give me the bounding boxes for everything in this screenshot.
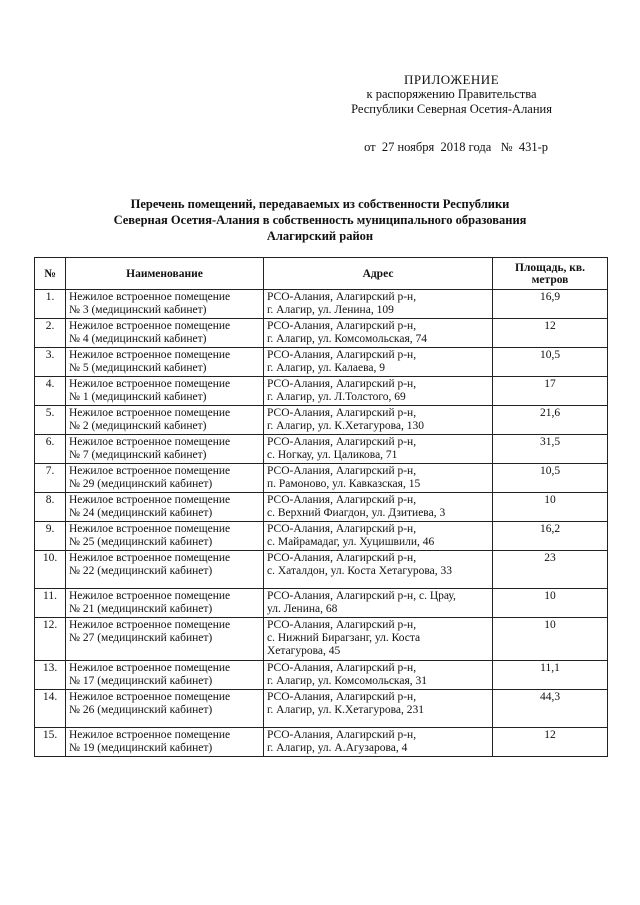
cell-name-text: Нежилое встроенное помещение: [69, 590, 231, 602]
cell-name-text: № 2 (медицинский кабинет): [69, 420, 207, 432]
cell-number-text: 4.: [45, 378, 55, 390]
cell-number-text: 13.: [42, 662, 58, 674]
cell-name-text: Нежилое встроенное помещение: [69, 619, 231, 631]
cell-area-text: 23: [544, 552, 556, 564]
cell-area-text: 12: [544, 729, 556, 741]
table-header-row: [35, 258, 608, 290]
cell-name-text: № 22 (медицинский кабинет): [69, 565, 213, 577]
cell-address-text: РСО-Алания, Алагирский р-н,: [267, 407, 417, 419]
cell-name: [66, 728, 264, 757]
cell-name: [66, 522, 264, 551]
cell-number-text: 3.: [45, 349, 55, 361]
cell-number-text: 15.: [42, 729, 58, 741]
cell-area: [493, 348, 608, 377]
appendix-heading: ПРИЛОЖЕНИЕ: [403, 72, 500, 87]
cell-address: [264, 522, 493, 551]
document-title: [60, 196, 580, 244]
cell-number: [35, 435, 66, 464]
cell-name-text: № 4 (медицинский кабинет): [69, 333, 207, 345]
cell-address-text: г. Алагир, ул. К.Хетагурова, 231: [267, 704, 424, 716]
cell-address-text: РСО-Алания, Алагирский р-н,: [267, 378, 417, 390]
cell-address-text: ул. Ленина, 68: [267, 603, 338, 615]
cell-area: [493, 464, 608, 493]
cell-name: [66, 661, 264, 690]
cell-name-text: Нежилое встроенное помещение: [69, 691, 231, 703]
appendix-line-1: к распоряжению Правительства: [366, 87, 537, 101]
cell-address: [264, 348, 493, 377]
cell-address-text: с. Майрамадаг, ул. Хуцишвили, 46: [267, 536, 435, 548]
table-row: [35, 377, 608, 406]
cell-name-text: Нежилое встроенное помещение: [69, 436, 231, 448]
table-row: [35, 435, 608, 464]
header-name: Наименование: [66, 258, 264, 290]
cell-number: [35, 690, 66, 728]
cell-address-text: с. Ногкау, ул. Цаликова, 71: [267, 449, 398, 461]
cell-address: [264, 661, 493, 690]
cell-address: [264, 319, 493, 348]
cell-name-text: Нежилое встроенное помещение: [69, 349, 231, 361]
header-number: №: [35, 258, 66, 290]
cell-address-text: п. Рамоново, ул. Кавказская, 15: [267, 478, 421, 490]
cell-area-text: 10: [544, 590, 556, 602]
title-line-1: Перечень помещений, передаваемых из собственности Республики: [130, 197, 510, 211]
cell-number: [35, 377, 66, 406]
cell-address-text: РСО-Алания, Алагирский р-н,: [267, 436, 417, 448]
header-area: Площадь, кв. метров: [493, 258, 608, 290]
cell-address-text: РСО-Алания, Алагирский р-н,: [267, 552, 417, 564]
table-row: [35, 589, 608, 618]
cell-address-text: Хетагурова, 45: [267, 645, 341, 657]
cell-address-text: РСО-Алания, Алагирский р-н,: [267, 465, 417, 477]
cell-area: [493, 319, 608, 348]
cell-name-text: № 26 (медицинский кабинет): [69, 704, 213, 716]
cell-name-text: № 29 (медицинский кабинет): [69, 478, 213, 490]
cell-area: [493, 290, 608, 319]
cell-name-text: Нежилое встроенное помещение: [69, 291, 231, 303]
cell-number: [35, 348, 66, 377]
cell-address-text: РСО-Алания, Алагирский р-н,: [267, 523, 417, 535]
title-line-2: Северная Осетия-Алания в собственность муниципального образования: [113, 213, 527, 227]
cell-name-text: Нежилое встроенное помещение: [69, 552, 231, 564]
cell-address-text: РСО-Алания, Алагирский р-н,: [267, 619, 417, 631]
cell-area-text: 10: [544, 494, 556, 506]
cell-name-text: № 5 (медицинский кабинет): [69, 362, 207, 374]
cell-name: [66, 493, 264, 522]
cell-area: [493, 551, 608, 589]
cell-name: [66, 377, 264, 406]
cell-address-text: РСО-Алания, Алагирский р-н, с. Црау,: [267, 590, 456, 602]
cell-area-text: 10: [544, 619, 556, 631]
cell-name: [66, 290, 264, 319]
table-row: [35, 348, 608, 377]
cell-area: [493, 406, 608, 435]
cell-address-text: РСО-Алания, Алагирский р-н,: [267, 291, 417, 303]
cell-address-text: г. Алагир, ул. К.Хетагурова, 130: [267, 420, 424, 432]
cell-name: [66, 319, 264, 348]
cell-name-text: № 24 (медицинский кабинет): [69, 507, 213, 519]
cell-area: [493, 728, 608, 757]
cell-number: [35, 728, 66, 757]
cell-address: [264, 589, 493, 618]
cell-address-text: РСО-Алания, Алагирский р-н,: [267, 662, 417, 674]
table-row: [35, 618, 608, 661]
cell-name: [66, 435, 264, 464]
cell-address-text: г. Алагир, ул. Ленина, 109: [267, 304, 394, 316]
cell-name-text: № 19 (медицинский кабинет): [69, 742, 213, 754]
cell-name: [66, 589, 264, 618]
appendix-header: [351, 72, 552, 117]
cell-area: [493, 377, 608, 406]
cell-address-text: РСО-Алания, Алагирский р-н,: [267, 320, 417, 332]
cell-area: [493, 661, 608, 690]
cell-number-text: 6.: [45, 436, 55, 448]
premises-table: [34, 257, 608, 757]
cell-area-text: 21,6: [539, 407, 561, 419]
cell-address-text: РСО-Алания, Алагирский р-н,: [267, 691, 417, 703]
cell-address: [264, 290, 493, 319]
cell-name-text: № 27 (медицинский кабинет): [69, 632, 213, 644]
cell-name-text: № 17 (медицинский кабинет): [69, 675, 213, 687]
cell-address: [264, 406, 493, 435]
cell-address-text: РСО-Алания, Алагирский р-н,: [267, 729, 417, 741]
cell-address-text: с. Хаталдон, ул. Коста Хетагурова, 33: [267, 565, 452, 577]
cell-area: [493, 493, 608, 522]
appendix-line-2: Республики Северная Осетия-Алания: [351, 102, 552, 116]
table-row: [35, 551, 608, 589]
cell-area: [493, 618, 608, 661]
cell-name-text: № 7 (медицинский кабинет): [69, 449, 207, 461]
cell-area-text: 10,5: [539, 349, 561, 361]
cell-number: [35, 464, 66, 493]
cell-address: [264, 690, 493, 728]
cell-area: [493, 589, 608, 618]
cell-address: [264, 618, 493, 661]
cell-name-text: № 1 (медицинский кабинет): [69, 391, 207, 403]
cell-name: [66, 464, 264, 493]
cell-name-text: Нежилое встроенное помещение: [69, 407, 231, 419]
cell-area-text: 16,9: [539, 291, 561, 303]
cell-number-text: 12.: [42, 619, 58, 631]
cell-name: [66, 348, 264, 377]
cell-area-text: 11,1: [540, 662, 560, 674]
cell-name-text: № 25 (медицинский кабинет): [69, 536, 213, 548]
cell-name-text: Нежилое встроенное помещение: [69, 523, 231, 535]
cell-area-text: 12: [544, 320, 556, 332]
cell-number: [35, 406, 66, 435]
cell-area-text: 10,5: [539, 465, 561, 477]
cell-number-text: 10.: [42, 552, 58, 564]
title-line-3: Алагирский район: [266, 229, 374, 243]
cell-number-text: 8.: [45, 494, 55, 506]
table-row: [35, 493, 608, 522]
cell-address-text: г. Алагир, ул. Калаева, 9: [267, 362, 385, 374]
cell-number-text: 9.: [45, 523, 55, 535]
cell-address-text: с. Верхний Фиагдон, ул. Дзитиева, 3: [267, 507, 446, 519]
cell-number: [35, 319, 66, 348]
cell-area-text: 31,5: [539, 436, 561, 448]
cell-name: [66, 406, 264, 435]
cell-address-text: с. Нижний Бирагзанг, ул. Коста: [267, 632, 421, 644]
cell-number-text: 1.: [45, 291, 55, 303]
cell-name-text: Нежилое встроенное помещение: [69, 320, 231, 332]
cell-number: [35, 618, 66, 661]
header-address: Адрес: [264, 258, 493, 290]
cell-address: [264, 551, 493, 589]
cell-number: [35, 290, 66, 319]
cell-number-text: 11.: [43, 590, 57, 602]
table-row: [35, 290, 608, 319]
cell-number: [35, 493, 66, 522]
cell-address-text: РСО-Алания, Алагирский р-н,: [267, 349, 417, 361]
cell-address-text: РСО-Алания, Алагирский р-н,: [267, 494, 417, 506]
cell-number: [35, 522, 66, 551]
cell-area-text: 44,3: [539, 691, 561, 703]
cell-address-text: г. Алагир, ул. Л.Толстого, 69: [267, 391, 406, 403]
table-row: [35, 319, 608, 348]
cell-name-text: Нежилое встроенное помещение: [69, 378, 231, 390]
cell-number: [35, 661, 66, 690]
cell-address: [264, 728, 493, 757]
cell-name: [66, 551, 264, 589]
cell-number-text: 5.: [45, 407, 55, 419]
cell-number-text: 14.: [42, 691, 58, 703]
table-row: [35, 728, 608, 757]
decree-date-number: от 27 ноября 2018 года № 431-р: [364, 140, 548, 154]
cell-number: [35, 551, 66, 589]
cell-address: [264, 493, 493, 522]
cell-address-text: г. Алагир, ул. Комсомольская, 74: [267, 333, 427, 345]
cell-area: [493, 522, 608, 551]
table-row: [35, 661, 608, 690]
table-row: [35, 522, 608, 551]
cell-area: [493, 435, 608, 464]
cell-name-text: Нежилое встроенное помещение: [69, 465, 231, 477]
cell-name-text: № 21 (медицинский кабинет): [69, 603, 213, 615]
cell-name: [66, 690, 264, 728]
cell-number: [35, 589, 66, 618]
cell-name-text: Нежилое встроенное помещение: [69, 729, 231, 741]
cell-name: [66, 618, 264, 661]
cell-number-text: 7.: [45, 465, 55, 477]
table-row: [35, 464, 608, 493]
table-row: [35, 406, 608, 435]
cell-area-text: 16,2: [539, 523, 561, 535]
cell-name-text: Нежилое встроенное помещение: [69, 494, 231, 506]
cell-address: [264, 435, 493, 464]
cell-area-text: 17: [544, 378, 556, 390]
cell-name-text: № 3 (медицинский кабинет): [69, 304, 207, 316]
table-row: [35, 690, 608, 728]
cell-number-text: 2.: [45, 320, 55, 332]
cell-area: [493, 690, 608, 728]
cell-name-text: Нежилое встроенное помещение: [69, 662, 231, 674]
cell-address-text: г. Алагир, ул. Комсомольская, 31: [267, 675, 427, 687]
cell-address: [264, 377, 493, 406]
cell-address: [264, 464, 493, 493]
cell-address-text: г. Алагир, ул. А.Агузарова, 4: [267, 742, 408, 754]
